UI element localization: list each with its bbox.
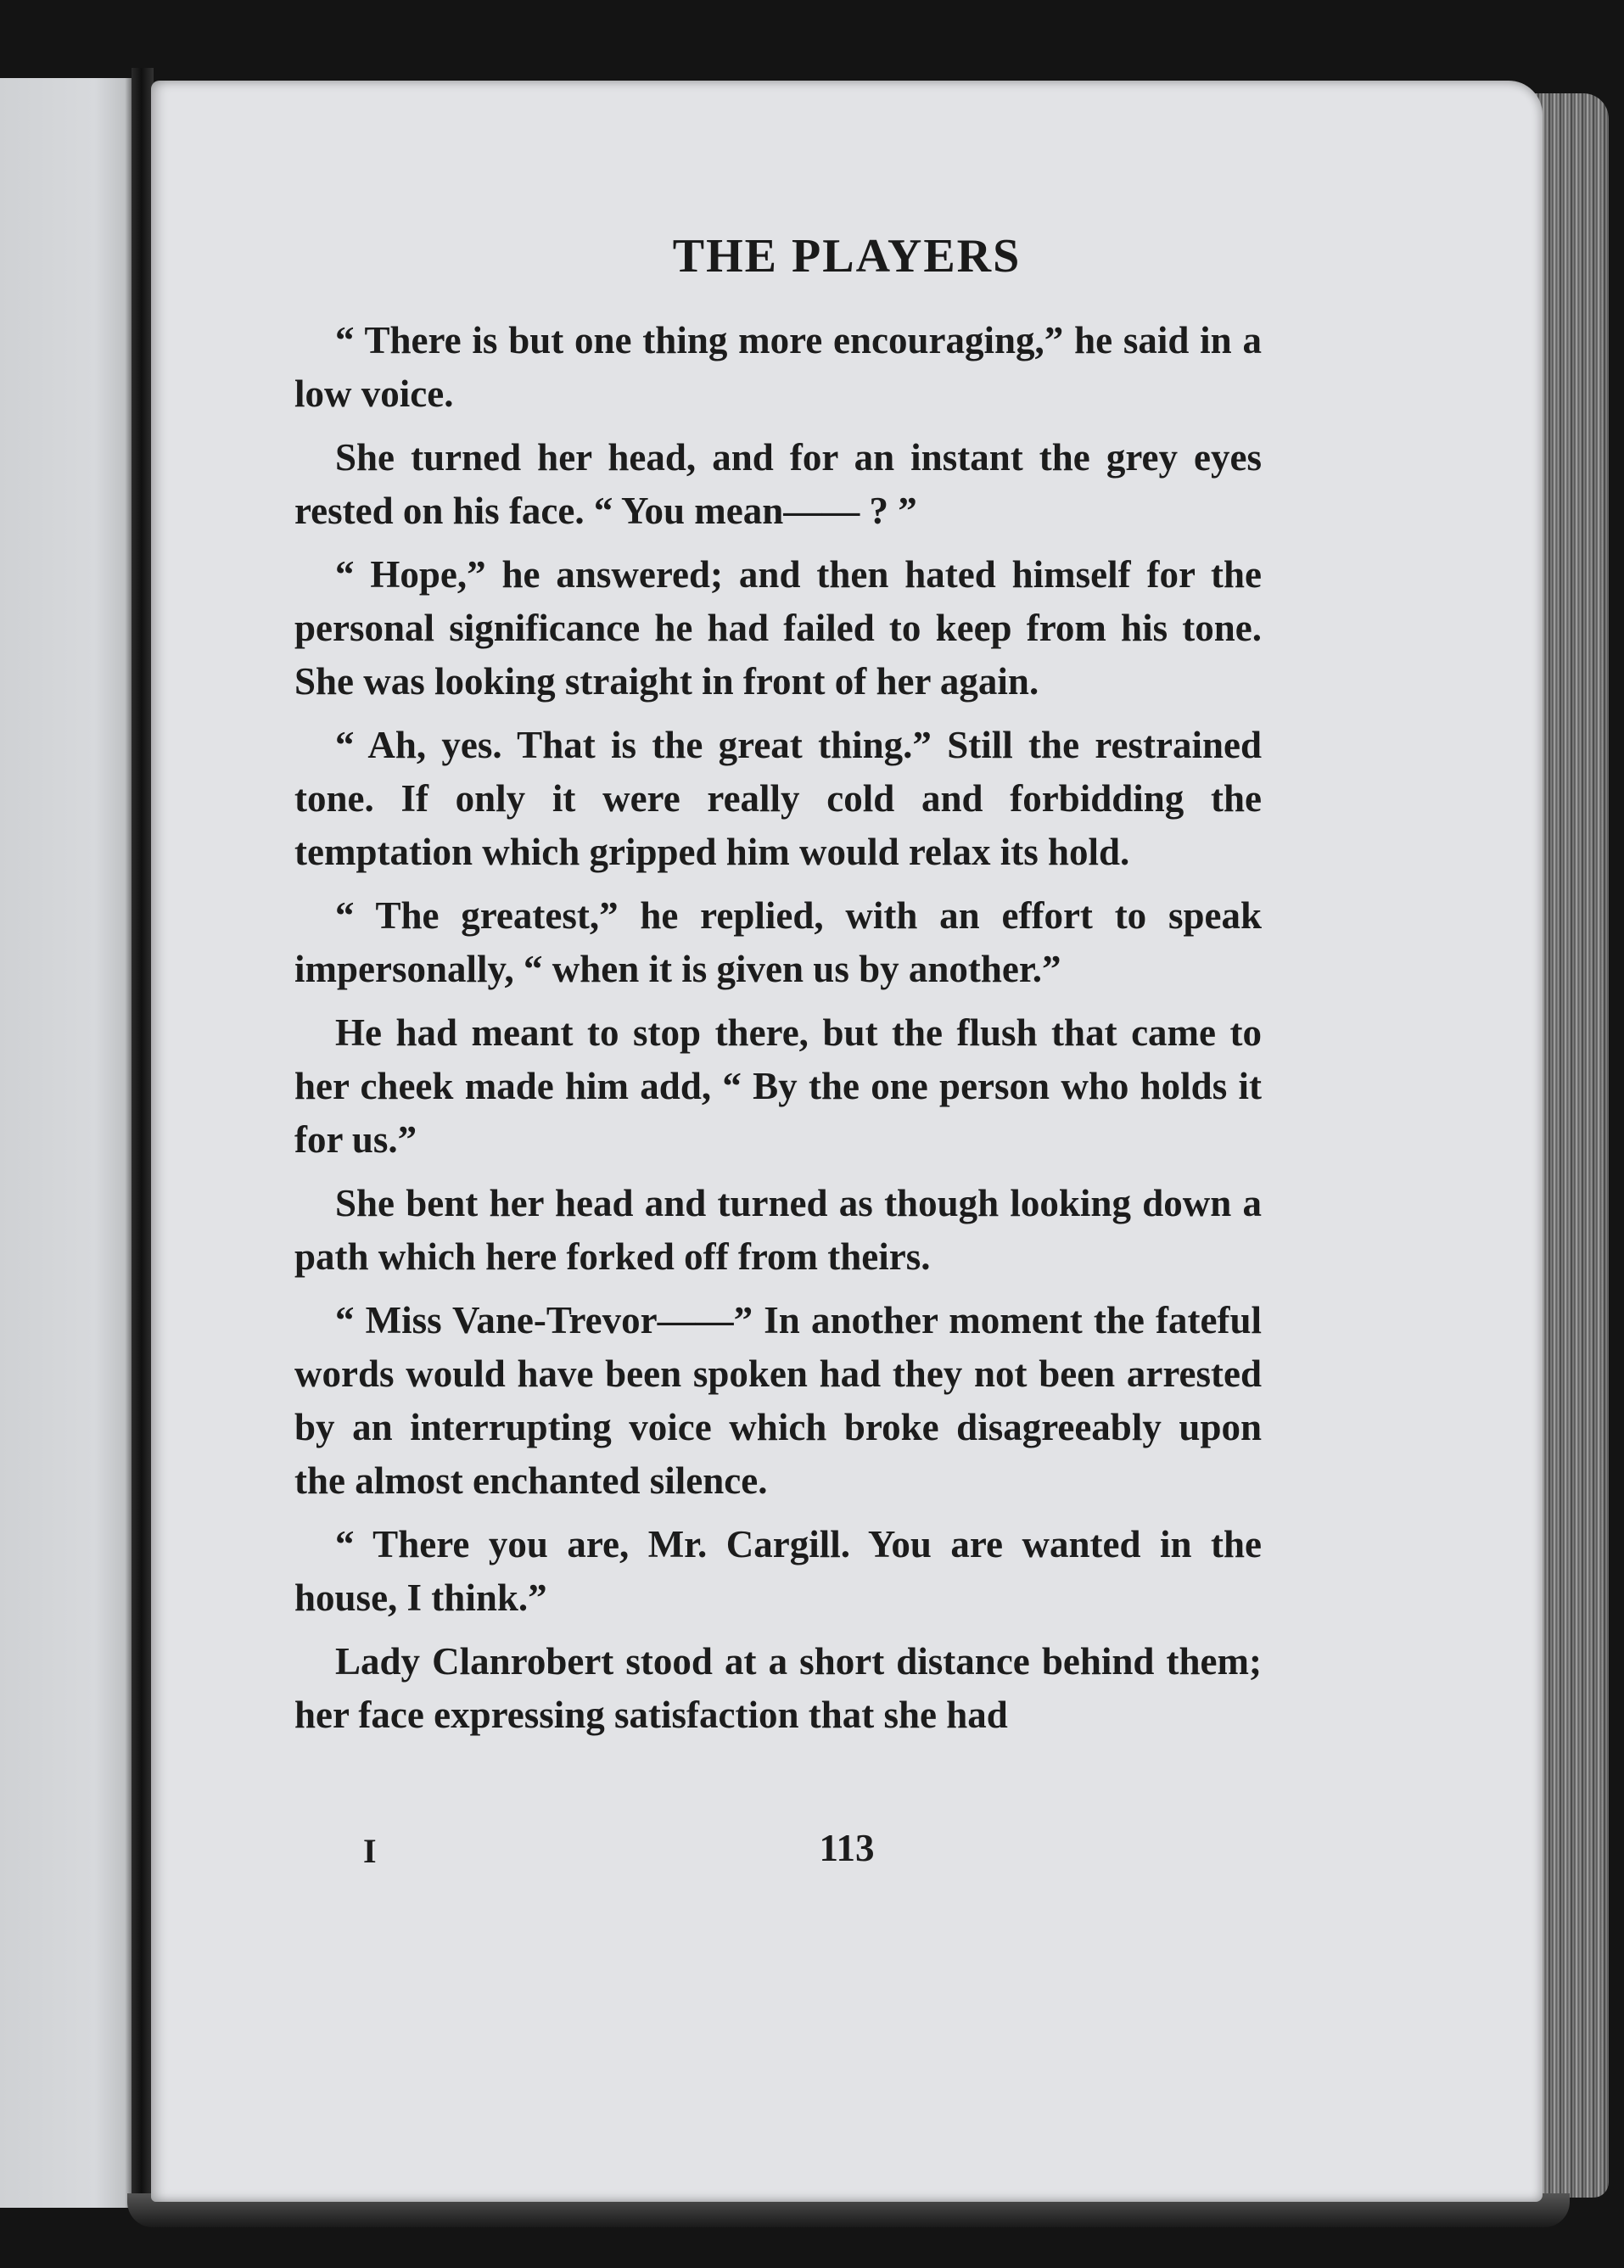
page-number: 113 (819, 1827, 875, 1869)
paragraph: He had meant to stop there, but the flush that came to her cheek made him add, “ By the one person who holds it for us.” (294, 1011, 1262, 1161)
running-head: THE PLAYERS (672, 230, 1022, 283)
paragraph: “ The greatest,” he replied, with an effort to speak impersonally, “ when it is given us by another.” (294, 894, 1262, 990)
body-text (294, 314, 1262, 1752)
paragraph: “ Miss Vane-Trevor——” In another moment the fateful words would have been spoken had they not been arrested by an interrupting voice which broke disagreeably upon the almost enchanted silence. (294, 1299, 1262, 1502)
paragraph: “ There you are, Mr. Cargill. You are wanted in the house, I think.” (294, 1523, 1262, 1619)
paragraph: She bent her head and turned as though looking down a path which here forked off from theirs. (294, 1182, 1262, 1278)
paragraph: She turned her head, and for an instant the grey eyes rested on his face. “ You mean—— ? ” (294, 436, 1262, 532)
facing-page-edge (0, 78, 136, 2208)
paragraph: “ Hope,” he answered; and then hated himself for the personal significance he had failed to keep from his tone. She was looking straight in front of her again. (294, 553, 1262, 703)
paragraph: “ Ah, yes. That is the great thing.” Still the restrained tone. If only it were really cold and forbidding the temptation which gripped him would relax its hold. (294, 724, 1262, 873)
paragraph: “ There is but one thing more encouraging,” he said in a low voice. (294, 319, 1262, 415)
paragraph: Lady Clanrobert stood at a short distance behind them; her face expressing satisfaction that she had (294, 1640, 1262, 1736)
signature-mark: I (363, 1832, 377, 1870)
